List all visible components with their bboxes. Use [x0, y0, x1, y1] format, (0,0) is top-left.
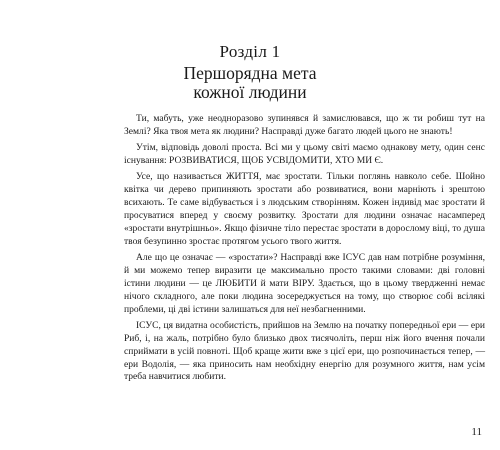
paragraph-4: Але що це означає — «зростати»? Насправді вже ІСУС дав нам потрібне розуміння, й ми можемо тепер виразити це максимально просто такими словами: дві головні істини людини — це ЛЮБИТИ й мати ВІРУ. Здається, що в цьому твердженні немає нічого складного, але поки людина зосереджується на тому, що створює собі всілякі проблеми, ці дві істини залишаться для неї незбагненними. — [124, 251, 485, 315]
body-text — [124, 113, 485, 388]
chapter-title — [0, 64, 500, 102]
paragraph-1: Ти, мабуть, уже неодноразово зупинявся й замислювався, що ж ти робиш тут на Землі? Яка твоя мета як людини? Насправді дуже багато людей цього не знають! — [124, 113, 485, 137]
chapter-label: Розділ 1 — [219, 42, 281, 61]
paragraph-2: Утім, відповідь доволі проста. Всі ми у цьому світі маємо однакову мету, один сенс існування: РОЗВИВАТИСЯ, ЩОБ УСВІДОМИТИ, ХТО МИ Є. — [124, 142, 485, 167]
paragraph-5: ІСУС, ця видатна особистість, прийшов на Землю на початку попередньої ери — ери Риб, і, на жаль, потрібно було близько двох тисячоліть, перш ніж його вчення почали сприймати в усій повноті. Щоб краще жити вже з цієї ери, що розпочинається тепер, — ери Водолія, — яка приносить нам необхідну енергію для розумного життя, нам усім треба навчитися любити. — [124, 319, 485, 383]
paragraph-3: Усе, що називається ЖИТТЯ, має зростати. Тільки поглянь навколо себе. Шойно квітка чи дерево припиняють зростати або розвиватися, вони марніють і зрештою всихають. Те саме відбувається і з людським створінням. Кожен індивід має зростати й просуватися вперед у своєму розвитку. Зростати для людини означає насамперед «зростати внутрішньо». Якщо фізичне тіло перестає зростати в дорослому віці, то душа твоя безупинно зростає протягом усього твого життя. — [124, 171, 485, 247]
chapter-title-line-2: кожної людини — [193, 82, 307, 102]
page-number: 11 — [471, 426, 482, 438]
chapter-title-line-1: Першорядна мета — [183, 63, 317, 83]
